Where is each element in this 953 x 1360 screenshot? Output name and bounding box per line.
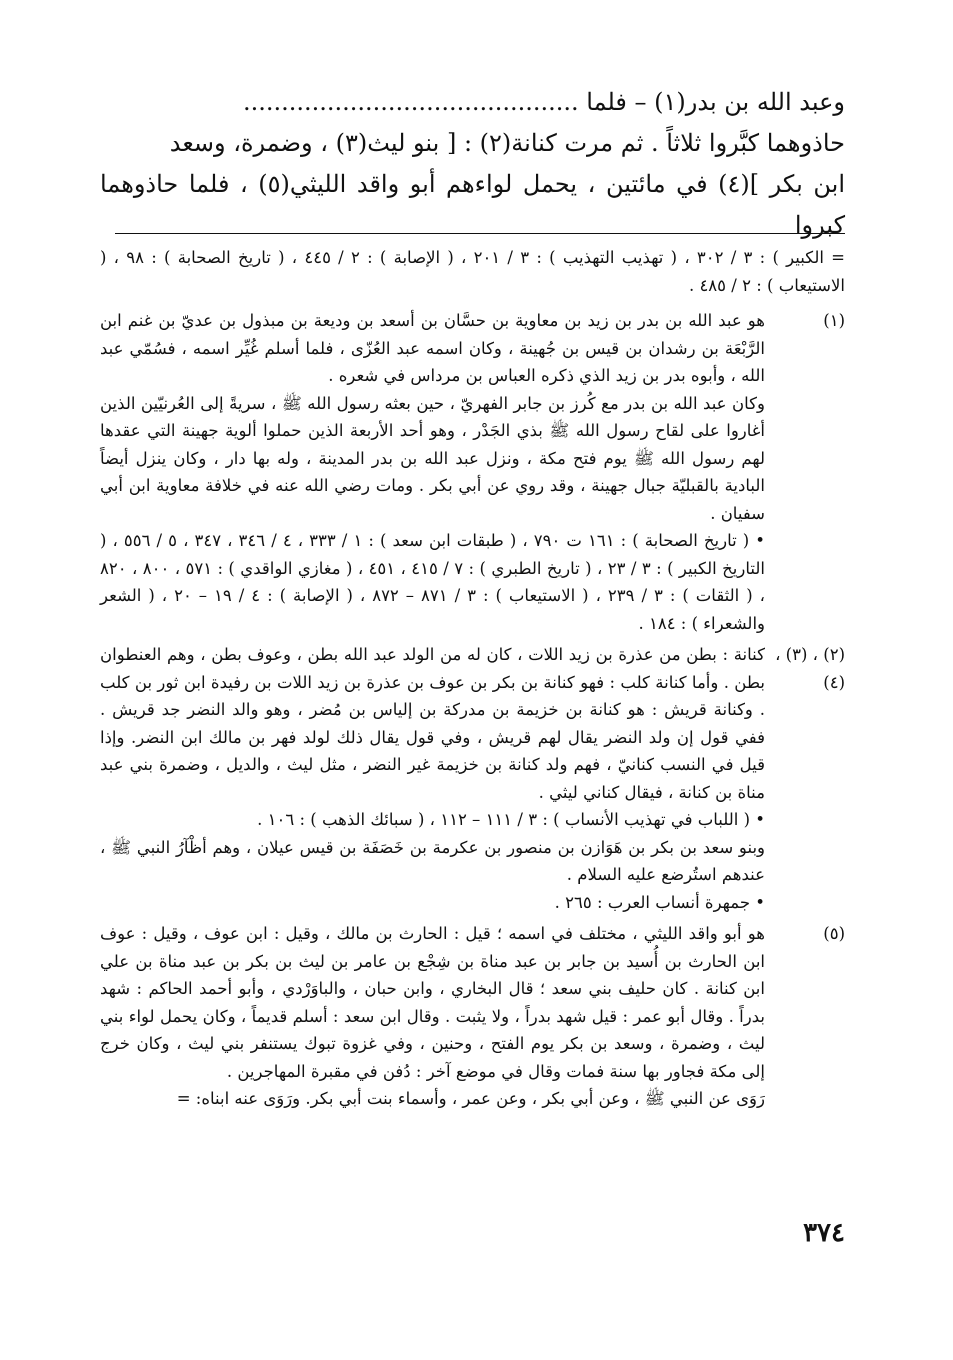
footnote-number: (٥): [823, 924, 845, 943]
footnote-2-3-4: [100, 641, 845, 916]
footnote-paragraph: رَوَى عن النبي ﷺ ، وعن أبي بكر ، وعن عمر ، وأسماء بنت أبي بكر. ورَوَى عنه ابناه: =: [176, 1089, 765, 1108]
footnote-references: • ( اللباب في تهذيب الأنساب ) : ٣ / ١١١ – ١١٢ ، ( سبائك الذهب ) : ١٠٦ .: [257, 810, 765, 829]
page-number: ٣٧٤: [803, 1218, 845, 1248]
footnote-paragraph: كنانة : بطن من عذرة بن زيد اللات ، كان له من الولد عبد الله بطن ، وعوف بطن ، وهم العنطوان بطن . وأما كنانة كلب : فهو كنانة بن بكر بن عوف بن عذرة بن زيد اللات بن رفيدة ابن ثور بن كلب . وكنانة قريش : هو كنانة بن خزيمة بن مدركة بن إلياس بن مُضر ، وهو والد النضر جد قريش . ففي قول إن ولد النضر يقال لهم قريش ، وفي قول يقال ذلك لولد فهر بن مالك ابن النضر. وإذا قيل في النسب كنانيّ ، فهم ولد كنانة بن خزيمة غير النضر ، مثل ليث ، والديل ، وضمرة بني عبد مناة بن كنانة ، فيقال كناني ليثي .: [100, 645, 765, 802]
footnote-references: • جمهرة أنساب العرب : ٢٦٥ .: [554, 892, 765, 912]
main-text-line: حاذوهما كبَّروا ثلاثاً . ثم مرت كنانة(٢) : [ بنو ليث(٣) ، وضمرة، وسعد: [169, 129, 845, 157]
footnote-paragraph: = الكبير ) : ٣ / ٣٠٢ ، ( تهذيب التهذيب ) : ٣ / ٢٠١ ، ( الإصابة ) : ٢ / ٤٤٥ ، ( تاريخ الصحابة ) : ٩٨ ، ( الاستيعاب ) : ٢ / ٤٨٥ .: [100, 248, 846, 295]
footnote-paragraph: هو عبد الله بن بدر بن زيد بن معاوية بن حسَّان بن أسعد بن وديعة بن مبذول بن عديّ بن غنم ابن الرَّبْعَة بن رشدان بن قيس بن جُهينة ، وكان اسمه عبد العُزّى ، فلما أسلم غُيِّر اسمه ، فسُمّي عبد الله ، وأبوه بدر بن زيد الذي ذكره العباس بن مرداس في شعره .: [100, 311, 765, 385]
footnotes: [100, 244, 845, 1117]
main-text: [100, 82, 845, 246]
footnote-paragraph: وكان عبد الله بن بدر مع كُرز بن جابر الفهريّ ، حين بعثه رسول الله ﷺ ، سريةً إلى العُرنيّين الذين أغاروا على لقاح رسول الله ﷺ بذي الجَدْر ، وهو أحد الأربعة الذين حملوا ألوية جهينة التي عقدها لهم رسول الله ﷺ يوم فتح مكة ، ونزل عبد الله بن بدر المدينة ، وله بها دار ، وكان ينزل أيضاً البادية بالقبليّة جبال جهينة ، وقد روي عن أبي بكر . ومات رضي الله عنه في خلافة معاوية ابن أبي سفيان .: [100, 393, 765, 523]
footnote-references: • ( تاريخ الصحابة ) : ١٦١ ت ٧٩٠ ، ( طبقات ابن سعد ) : ١ / ٣٣٣ ، ٤ / ٣٤٦ ، ٣٤٧ ، ٥ / ٥٥٦ ، ( التاريخ الكبير ) : ٣ / ٢٣ ، ( تاريخ الطبري ) : ٧ / ٤١٥ ، ٤٥١ ، ( مغازي الواقدي ) : ٥٧١ ، ٨٠٠ ، ٨٢٠ ، ( الثقات ) : ٣ / ٢٣٩ ، ( الاستيعاب ) : ٣ / ٨٧١ – ٨٧٢ ، ( الإصابة ) : ٤ / ١٩ – ٢٠ ، ( الشعر والشعراء ) : ١٨٤ .: [100, 531, 765, 633]
footnote-paragraph: وبنو سعد بن بكر بن هَوَازن بن منصور بن عكرمة بن خَصَفَة بن قيس عيلان ، وهم أظْآرُ النبي ﷺ ، عندهم استُرضع عليه السلام .: [100, 837, 765, 884]
main-text-line: ابن بكر ](٤) في مائتين ، يحمل لواءهم أبو واقد الليثي(٥) ، فلما حاذوهما كبروا: [100, 170, 845, 239]
footnote-1: [100, 307, 845, 637]
footnote-5: [100, 920, 845, 1113]
footnote-continuation: [100, 244, 845, 299]
footnote-number: (١): [823, 311, 845, 330]
footnote-number: (٢) ، (٣) ،(٤): [775, 645, 845, 692]
main-text-line: وعبد الله بن بدر(١) – فلما ............................................: [242, 88, 845, 116]
footnote-separator: [115, 233, 845, 234]
footnote-paragraph: هو أبو واقد الليثي ، مختلف في اسمه ؛ قيل : الحارث بن مالك ، وقيل : ابن عوف ، وقيل : عوف ابن الحارث بن أُسيد بن جابر بن عبد مناة بن شِجْع بن عامر بن ليث بن بكر بن عبد مناة بن علي ابن كنانة . كان حليف بني سعد ؛ قال البخاري ، وابن حبان ، والباوَرْدي ، وأبو أحمد الحاكم : شهد بدراً . وقال أبو عمر : قيل شهد بدراً ، ولا يثبت . وقال ابن سعد : أسلم قديماً ، وكان يحمل لواء بني ليث ، وضمرة ، وسعد بن بكر يوم الفتح ، وحنين ، وفي غزوة تبوك يستنفر بني ليث ، وكان خرج إلى مكة فجاور بها سنة فمات وقال في موضع آخر : دُفن في مقبرة المهاجرين .: [100, 924, 765, 1081]
